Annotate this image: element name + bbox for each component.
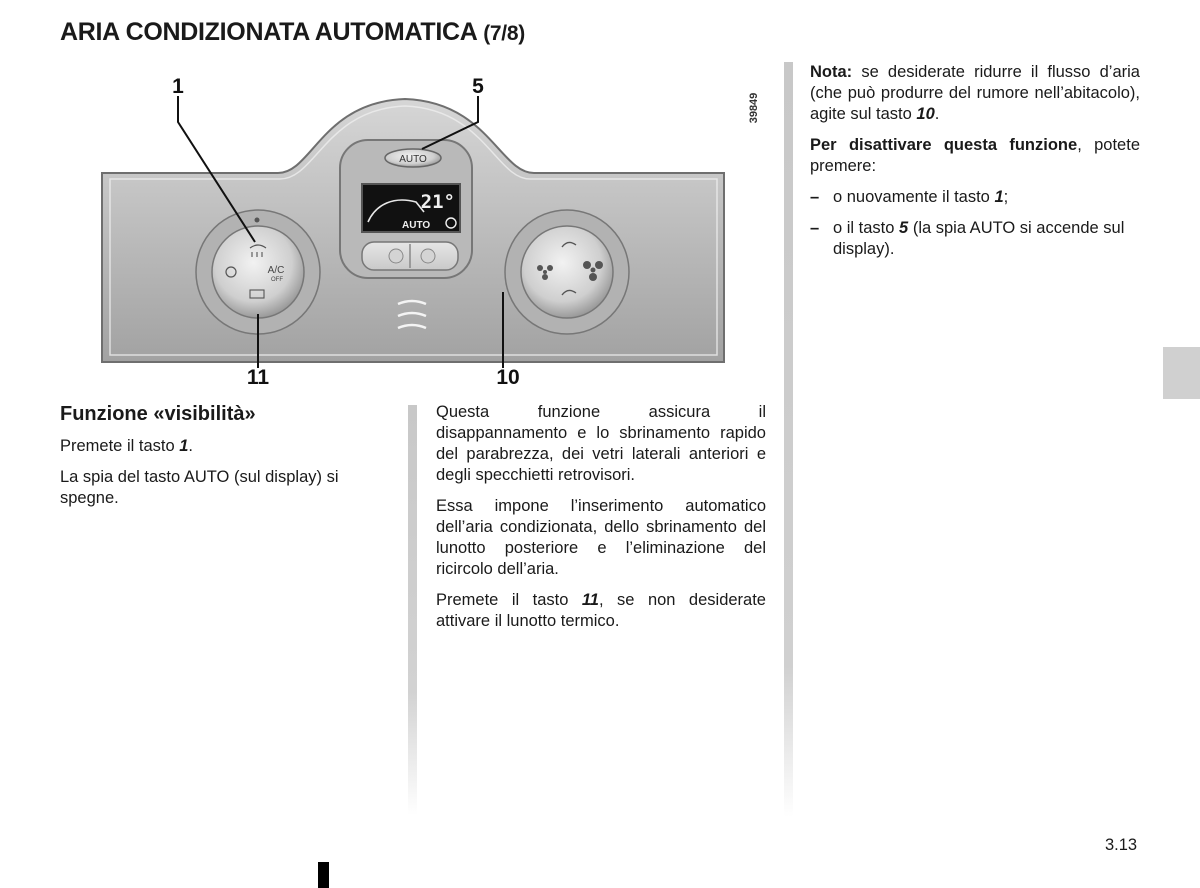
key-reference: 1: [994, 188, 1004, 206]
indicator-led: [255, 218, 260, 223]
text-segment: .: [188, 437, 193, 455]
text-segment: , potete premere:: [810, 136, 1140, 175]
paragraph-defog: Questa funzione assicura il disappannamento e lo sbrinamento rapido del parabrezza, dei vetri laterali anteriori e degli specchietti retrovisori.: [436, 403, 766, 484]
column-notes: [810, 62, 1140, 270]
paragraph-rear-window: [436, 590, 766, 632]
climate-panel-figure: [60, 62, 770, 392]
paragraph-press-key: [60, 436, 392, 457]
chapter-tab: [1163, 347, 1200, 399]
note-label: Nota:: [810, 63, 853, 81]
list-item: [810, 218, 1140, 260]
crop-mark: [318, 862, 329, 888]
figure-code: 39849: [748, 92, 760, 124]
text-segment: o il tasto: [833, 219, 900, 237]
text-segment: , se non desiderate attivare il lunotto termico.: [436, 591, 766, 630]
paragraph-auto-led: La spia del tasto AUTO (sul display) si spegne.: [60, 468, 339, 507]
page-title-part: (7/8): [483, 22, 525, 45]
dash-bullet: –: [810, 188, 820, 206]
text-segment: o nuovamente il tasto: [833, 188, 995, 206]
callout-1: 1: [172, 75, 184, 98]
list-item: [810, 187, 1140, 208]
display-auto-label: AUTO: [402, 220, 431, 231]
page-number: 3.13: [1105, 836, 1138, 854]
callout-11: 11: [246, 366, 270, 389]
column-rule-right: [784, 62, 793, 817]
text-segment: (la spia AUTO si accende sul display).: [833, 219, 1125, 258]
paragraph-disable: [810, 135, 1140, 177]
ac-off-label: OFF: [271, 277, 283, 283]
page-title-text: ARIA CONDIZIONATA AUTOMATICA: [60, 18, 477, 46]
text-segment: Premete il tasto: [60, 437, 180, 455]
key-reference: 5: [899, 219, 909, 237]
temp-down-button: [389, 249, 403, 263]
column-visibility-function: [60, 400, 392, 519]
paragraph-note: [810, 62, 1140, 125]
ac-button-label: A/C: [267, 265, 285, 276]
right-knob: [521, 226, 613, 318]
climate-panel-illustration: [60, 62, 770, 392]
key-reference: 1: [179, 437, 189, 455]
callout-10: 10: [496, 366, 520, 389]
text-segment: ;: [1003, 188, 1009, 206]
column-function-description: [436, 402, 766, 642]
page-title: [60, 18, 525, 47]
section-heading: Funzione «visibilità»: [60, 403, 256, 425]
display-temperature: 21°: [420, 191, 455, 213]
auto-button-label: AUTO: [399, 154, 427, 165]
column-rule-middle: [408, 405, 417, 815]
dash-bullet: –: [810, 219, 820, 237]
temp-up-button: [421, 249, 435, 263]
callout-5: 5: [472, 75, 484, 98]
key-reference: 11: [581, 591, 599, 609]
text-segment: .: [934, 105, 940, 123]
text-segment: se desiderate ridurre il flusso d’aria (che può produrre del rumore nell’abitacolo), agite sul tasto: [810, 63, 1140, 123]
text-segment: Premete il tasto: [436, 591, 582, 609]
bold-phrase: Per disattivare questa funzione: [810, 136, 1078, 154]
key-reference: 10: [916, 105, 935, 123]
paragraph-auto-engage: Essa impone l’inserimento automatico dell’aria condizionata, dello sbrinamento del lunotto posteriore e l’eliminazione del ricircolo dell’aria.: [436, 497, 766, 578]
